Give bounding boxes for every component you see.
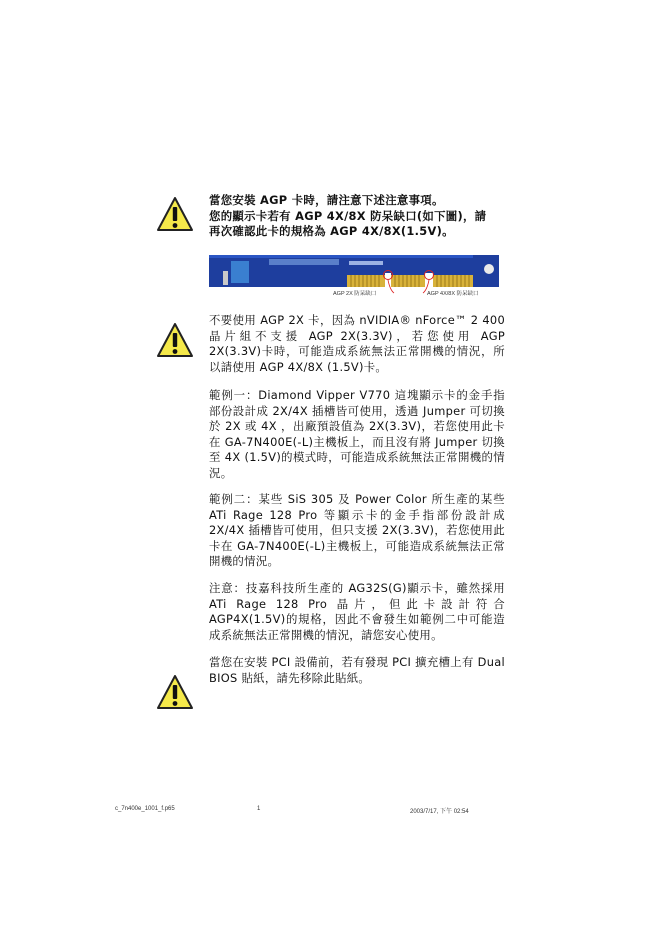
agp-2x-notch-label: AGP 2X 防呆缺口 xyxy=(333,291,377,297)
agp-notice-line2: 您的顯示卡若有 AGP 4X/8X 防呆缺口(如下圖)，請 xyxy=(209,208,487,223)
warning-triangle-icon xyxy=(156,674,194,710)
footer-filename: c_7n400e_1001_f.p65 xyxy=(115,806,175,812)
footer-datetime: 2003/7/17, 下午 02:54 xyxy=(410,809,469,815)
agp-notice xyxy=(209,193,505,240)
agp-card-figure xyxy=(209,255,499,297)
example-one: 範例一：Diamond Vipper V770 這塊顯示卡的金手指部份設計成 2X/4X 插槽皆可使用，透過 Jumper 可切換於 2X 或 4X ，出廠預設值為 2X(3.3V)，若您使用此卡在 GA-7N400E(-L)主機板上，而且沒有將 Jumper 切換至 4X (1.5V)的模式時，可能造成系統無法正常開機的情況。 xyxy=(209,388,505,480)
pci-notice: 當您在安裝 PCI 設備前，若有發現 PCI 擴充槽上有 Dual BIOS 貼紙，請先移除此貼紙。 xyxy=(209,655,505,685)
agp-notice-line3: 再次確認此卡的規格為 AGP 4X/8X(1.5V)。 xyxy=(209,224,454,238)
footer-page-number: 1 xyxy=(257,806,261,812)
example-two: 範例二：某些 SiS 305 及 Power Color 所生產的某些 ATi Rage 128 Pro 等顯示卡的金手指部份設計成 2X/4X 插槽皆可使用，但只支援 2X(3.3V)，若您使用此卡在 GA-7N400E(-L)主機板上，可能造成系統無法正常開機的情況。 xyxy=(209,492,505,568)
warning-triangle-icon xyxy=(156,196,194,232)
agp-4x8x-notch-label: AGP 4X/8X 防呆缺口 xyxy=(427,291,479,297)
agp-2x-warning: 不要使用 AGP 2X 卡，因為 nVIDIA® nForce™ 2 400 晶片組不支援 AGP 2X(3.3V)，若您使用 AGP 2X(3.3V)卡時，可能造成系統無法正常開機的情況，所以請使用 AGP 4X/8X (1.5V)卡。 xyxy=(209,313,505,374)
warning-triangle-icon xyxy=(156,322,194,358)
agp-notice-line1: 當您安裝 AGP 卡時，請注意下述注意事項。 xyxy=(209,193,444,207)
note-paragraph: 注意：技嘉科技所生產的 AG32S(G)顯示卡，雖然採用 ATi Rage 128 Pro 晶片，但此卡設計符合 AGP4X(1.5V)的規格，因此不會發生如範例二中可能造成系統無法正常開機的情況，請您安心使用。 xyxy=(209,581,505,642)
